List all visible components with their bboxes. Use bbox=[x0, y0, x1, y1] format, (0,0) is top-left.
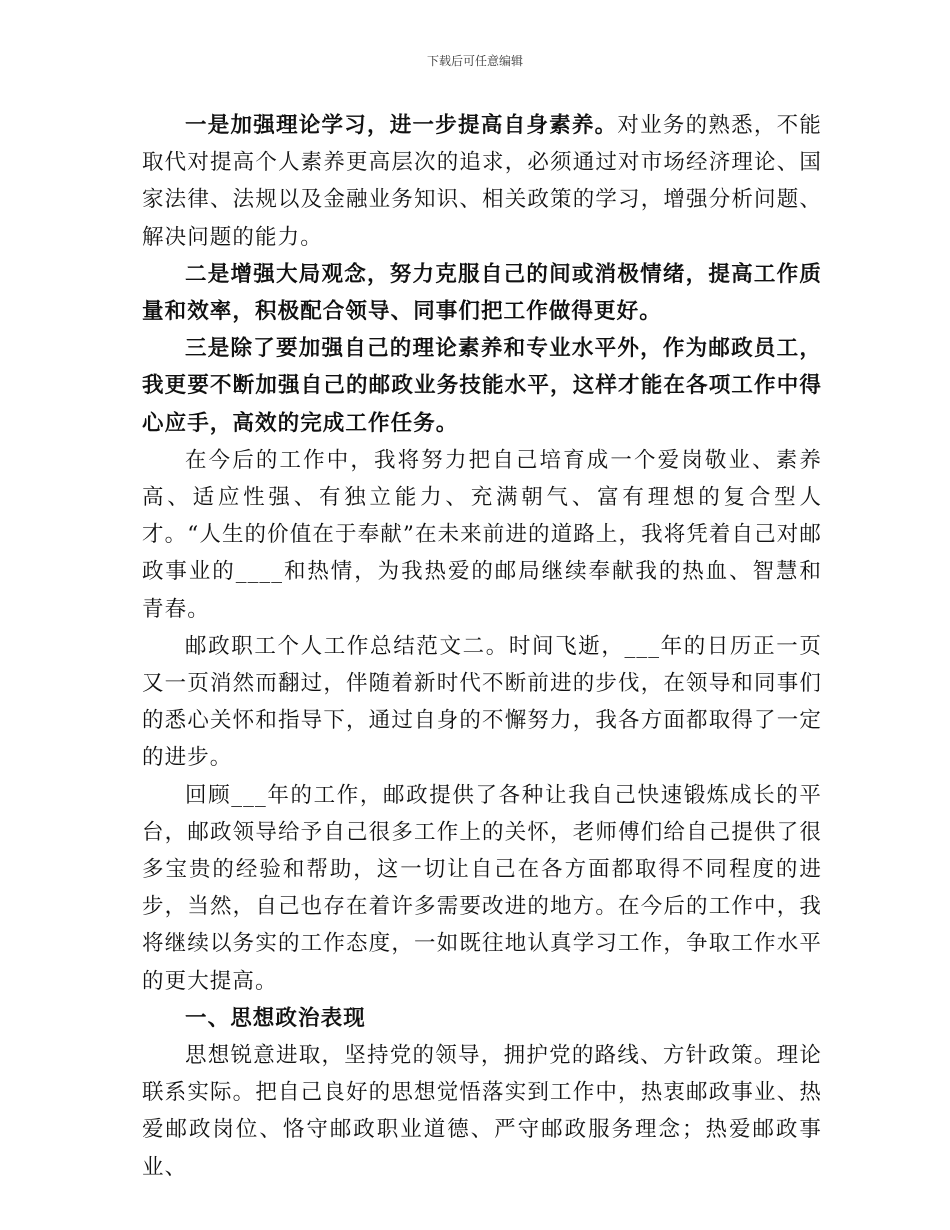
section-heading: 一、思想政治表现 bbox=[185, 1005, 366, 1031]
paragraph-6-text: 回顾___年的工作，邮政提供了各种让我自己快速锻炼成长的平台，邮政领导给予自己很多工作上的关怀，老师傅们给自己提供了很多宝贵的经验和帮助，这一切让自己在各方面都取得不同程度的进步，当然，自己也存在着许多需要改进的地方。在今后的工作中，我将继续以务实的工作态度，一如既往地认真学习工作，争取工作水平的更大提高。 bbox=[142, 782, 822, 994]
paragraph-1-text: 对业务的熟悉，不能取代对提高个人素养更高层次的追求，必须通过对市场经济理论、国家法律、法规以及金融业务知识、相关政策的学习，增强分析问题、解决问题的能力。 bbox=[142, 113, 823, 250]
paragraph-3-lead: 三是除了要加强自己的理论素养和专业水平外，作为邮政员工，我更要不断加强自己的邮政业务技能水平，这样才能在各项工作中得心应手，高效的完成工作任务。 bbox=[142, 336, 822, 436]
paragraph-5-text: 邮政职工个人工作总结范文二。时间飞逝，___年的日历正一页又一页消然而翻过，伴随着新时代不断前进的步伐，在领导和同事们的悉心关怀和指导下，通过自身的不懈努力，我各方面都取得了一定的进步。 bbox=[142, 633, 822, 771]
paragraph-3 bbox=[142, 330, 822, 442]
paragraph-1-lead: 一是加强理论学习，进一步提高自身素养。 bbox=[185, 113, 618, 138]
paragraph-1 bbox=[142, 107, 822, 256]
paragraph-6 bbox=[142, 777, 822, 1000]
paragraph-4 bbox=[142, 442, 822, 628]
paragraph-2-lead: 二是增强大局观念，努力克服自己的间或消极情绪，提高工作质量和效率，积极配合领导、同事们把工作做得更好。 bbox=[142, 261, 822, 325]
paragraph-2 bbox=[142, 256, 822, 330]
section-paragraph-text: 思想锐意进取，坚持党的领导，拥护党的路线、方针政策。理论联系实际。把自己良好的思想觉悟落实到工作中，热衷邮政事业、热爱邮政岗位、恪守邮政职业道德、严守邮政服务理念；热爱邮政事业、 bbox=[142, 1043, 822, 1180]
paragraph-4-text: 在今后的工作中，我将努力把自己培育成一个爱岗敬业、素养高、适应性强、有独立能力、充满朝气、富有理想的复合型人才。“人生的价值在于奉献”在未来前进的道路上，我将凭着自己对邮政事业的____和热情，为我热爱的邮局继续奉献我的热血、智慧和青春。 bbox=[142, 447, 822, 622]
document-body bbox=[142, 107, 822, 1186]
section-paragraph bbox=[142, 1037, 822, 1186]
paragraph-5 bbox=[142, 628, 822, 777]
page-header-note: 下载后可任意编辑 bbox=[426, 54, 523, 68]
